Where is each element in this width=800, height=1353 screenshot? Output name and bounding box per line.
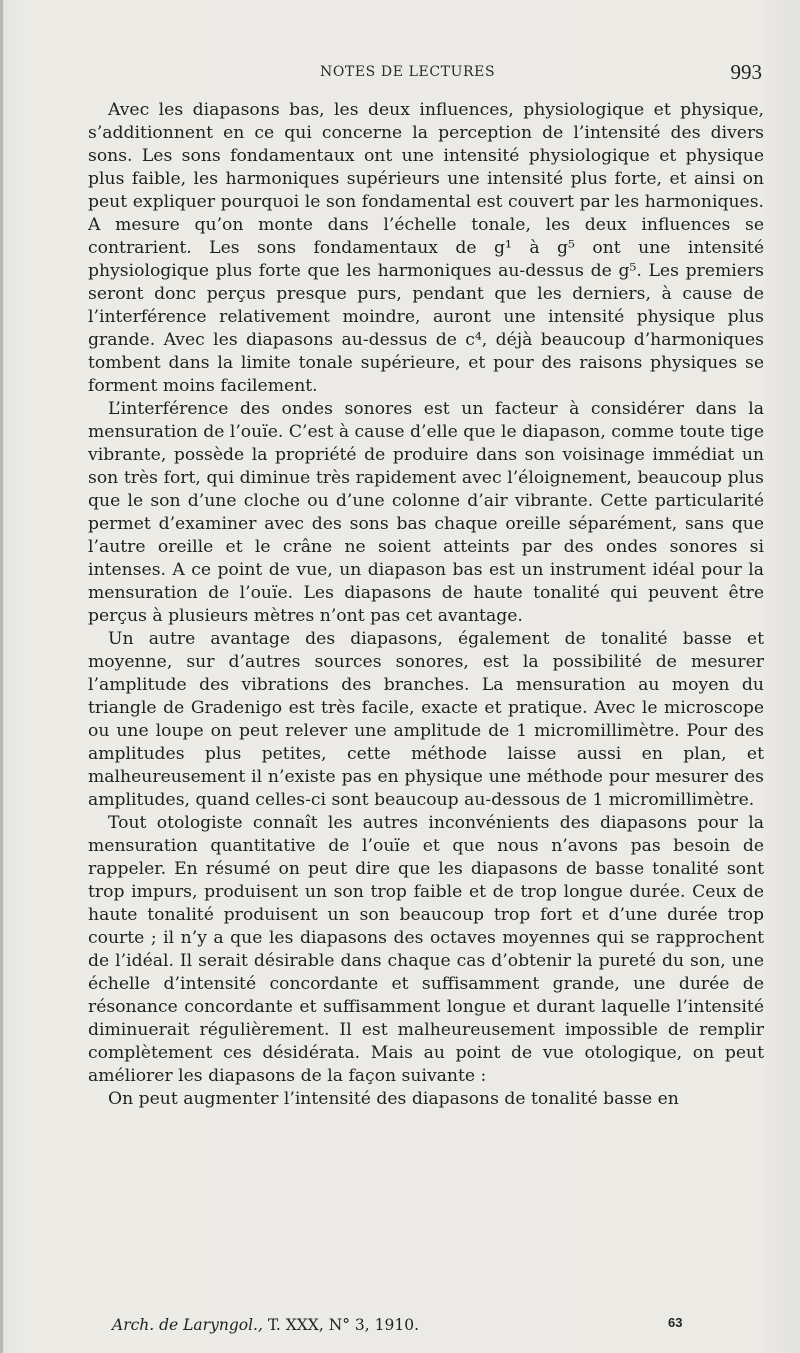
page-number: 993 — [730, 60, 762, 84]
journal-citation — [112, 1316, 419, 1334]
page-header — [90, 62, 762, 90]
paragraph: On peut augmenter l’intensité des diapasons de tonalité basse en — [108, 1089, 679, 1109]
paragraph: Un autre avantage des diapasons, également de tonalité basse et moyenne, sur d’autres sources sonores, est la possibilité de mesurer l’amplitude des vibrations des branches. La mensuration au moyen du triangle de Gradenigo est très facile, exacte et pratique. Avec le microscope ou une loupe on peut relever une amplitude de 1 micromillimètre. Pour des amplitudes plus petites, cette méthode laisse aussi en plan, et malheureusement il n’existe pas en physique une méthode pour mesurer des amplitudes, quand celles-ci sont beaucoup au-dessous de 1 micromillimètre. — [88, 629, 764, 810]
page-edge — [0, 0, 3, 1353]
paragraph: L’interférence des ondes sonores est un facteur à considérer dans la mensuration de l’ouïe. C’est à cause d’elle que le diapason, comme toute tige vibrante, possède la propriété de produire dans son voisinage immédiat un son très fort, qui diminue très rapidement avec l’éloignement, beaucoup plus que le son d’une cloche ou d’une colonne d’air vibrante. Cette particularité permet d’examiner avec des sons bas chaque oreille séparément, sans que l’autre oreille et le crâne ne soient atteints par des ondes sonores si intenses. A ce point de vue, un diapason bas est un instrument idéal pour la mensuration de l’ouïe. Les diapasons de haute tonalité qui peuvent être perçus à plusieurs mètres n’ont pas cet avantage. — [88, 399, 764, 626]
paragraph: Avec les diapasons bas, les deux influences, physiologique et physique, s’additionnent en ce qui concerne la perception de l’intensité des divers sons. Les sons fondamentaux ont une intensité physiologique et physique plus faible, les harmoniques supérieurs une intensité plus forte, et ainsi on peut expliquer pourquoi le son fondamental est couvert par les harmoniques. A mesure qu’on monte dans l’échelle tonale, les deux influences se contrarient. Les sons fondamentaux de g¹ à g⁵ ont une intensité physiologique plus forte que les harmoniques au-dessus de g⁵. Les premiers seront donc perçus presque purs, pendant que les derniers, à cause de l’interférence relativement moindre, auront une intensité physique plus grande. Avec les diapasons au-dessus de c⁴, déjà beaucoup d’harmoniques tombent dans la limite tonale supérieure, et pour des raisons physiques se forment moins facilement. — [88, 100, 764, 396]
page-footer — [112, 1316, 712, 1340]
body-text — [88, 99, 764, 1111]
paragraph: Tout otologiste connaît les autres inconvénients des diapasons pour la mensuration quantitative de l’ouïe et que nous n’avons pas besoin de rappeler. En résumé on peut dire que les diapasons de basse tonalité sont trop impurs, produisent un son trop faible et de trop longue durée. Ceux de haute tonalité produisent un son beaucoup trop fort et d’une durée trop courte ; il n’y a que les diapasons des octaves moyennes qui se rapprochent de l’idéal. Il serait désirable dans chaque cas d’obtenir la pureté du son, une échelle d’intensité concordante et suffisamment grande, une durée de résonance concordante et suffisamment longue et durant laquelle l’intensité diminuerait régulièrement. Il est malheureusement impossible de remplir complètement ces désidérata. Mais au point de vue otologique, on peut améliorer les diapasons de la façon suivante : — [88, 813, 764, 1086]
signature-mark: 63 — [668, 1315, 683, 1330]
running-head: NOTES DE LECTURES — [320, 64, 496, 80]
journal-volume: T. XXX, N° 3, 1910. — [262, 1316, 420, 1334]
journal-title: Arch. de Laryngol., — [112, 1316, 263, 1334]
